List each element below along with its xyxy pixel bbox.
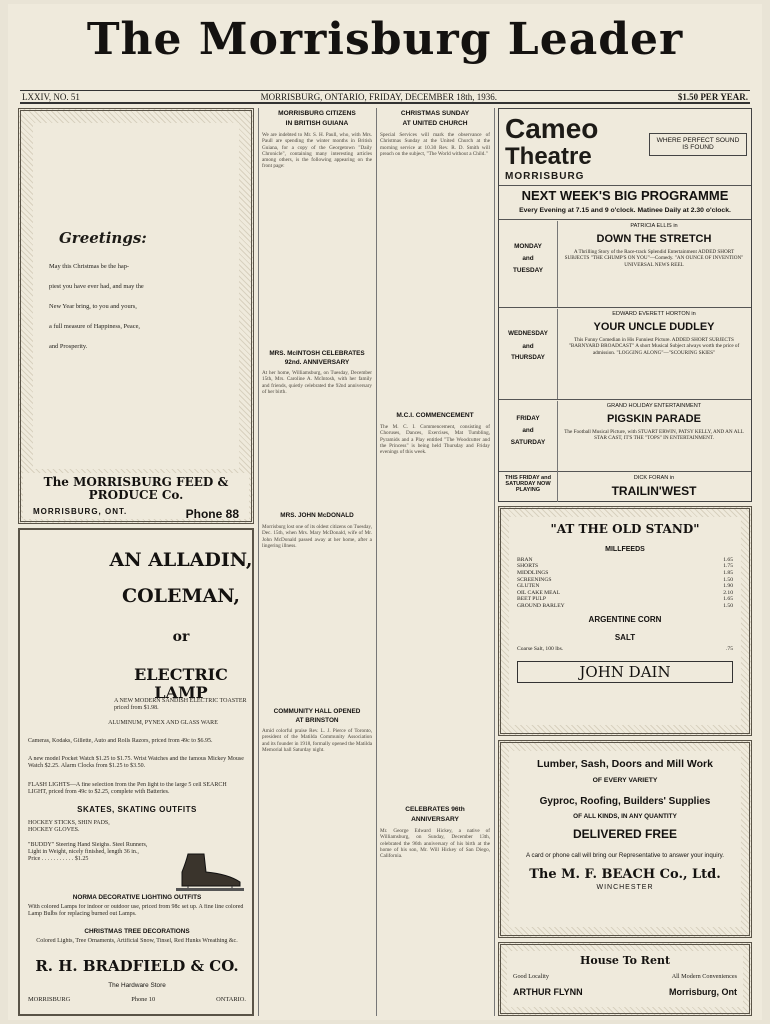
now-playing-label: THIS FRIDAY and SATURDAY NOW PLAYING	[504, 475, 551, 494]
community-article: Amid colorful praise Rev. L. J. Pierce of Toronto, president of the Matilda Community Association and its founder in 1918, formally opened the Matilda Memorial hall Saturday night.	[262, 728, 372, 753]
cameo-name: Cameo	[505, 113, 599, 144]
skate-illustration	[170, 850, 248, 896]
beach-town: WINCHESTER	[596, 884, 654, 892]
salt-row: Coarse Salt, 100 lbs. .75	[517, 646, 733, 653]
millfeeds-heading: MILLFEEDS	[605, 546, 645, 554]
theatre-name: Theatre	[505, 143, 592, 170]
mcintosh-article: At her home, Williamsburg, on Tuesday, December 15th, Mrs. Caroline A. McIntosh, with her family and friends, quietly celebrated the 92nd anniversary of her birth.	[262, 370, 372, 395]
bradfield-province: ONTARIO.	[216, 996, 246, 1003]
modern-conveniences: All Modern Conveniences	[671, 973, 737, 981]
celebrates-article: Mr. George Edward Hickey, a native of Williamsburg, on Sunday, December 13th, celebrated the 96th anniversary of his birth at the home of his son, Mr. Will Hickey of San Diego, California.	[380, 828, 490, 860]
feed-price-list	[517, 557, 733, 610]
showtimes: Every Evening at 7.15 and 9 o'clock. Matinee Daily at 2.30 o'clock.	[519, 207, 731, 214]
now-title: TRAILIN'WEST	[611, 484, 697, 498]
price-row: GROUND BARLEY 1.50	[517, 603, 733, 610]
perfect-sound: WHERE PERFECT SOUND IS FOUND	[649, 133, 747, 156]
feed-town: MORRISBURG, ONT.	[33, 507, 128, 517]
mcdonald-head: MRS. JOHN McDONALD	[280, 512, 354, 519]
house-rent-ad	[498, 942, 752, 1016]
cameo-town: MORRISBURG	[505, 171, 585, 182]
bradfield-sub: The Hardware Store	[108, 982, 166, 989]
feed-phone: Phone 88	[185, 507, 239, 522]
beach-lumber-ad	[498, 740, 752, 938]
watch-text: A new model Pocket Watch $1.25 to $1.75. Wrist Watches and the famous Mickey Mouse Watch $2.25. Alarm Clocks from $1.25 to $3.50.	[28, 756, 244, 769]
outfits-text: With colored Lamps for indoor or outdoor use, priced from 98c set up. A fine line colored Lamp Bulbs for replacing burned out Lamps.	[28, 904, 244, 917]
price-row: OIL CAKE MEAL 2.10	[517, 589, 733, 596]
lumber-heading: Lumber, Sash, Doors and Mill Work	[536, 758, 713, 770]
christmas-head2: AT UNITED CHURCH	[402, 120, 468, 127]
guiana-article: We are indebted to Mr. S. H. Paull, who, with Mrs. Paull are spending the winter months in British Guiana, for a copy of the Georgetown "Daily Chronicle", containing many interesting articles among others, is the following appearing on the front page:	[262, 132, 372, 170]
lamp-headline-4: ELECTRIC LAMP	[134, 665, 228, 702]
bradfield-phone: Phone 10	[131, 996, 156, 1003]
colored-text: Colored Lights, Tree Ornaments, Artificial Snow, Tinsel, Red Hunks Wreathing &c.	[36, 938, 238, 944]
delivered-free: DELIVERED FREE	[572, 827, 677, 842]
subscription-price: $1.50 PER YEAR.	[677, 91, 748, 102]
lamp-headline-1: AN ALLADIN,	[109, 549, 253, 571]
lamp-headline-2: COLEMAN,	[121, 585, 241, 607]
hockey-text: HOCKEY STICKS, SHIN PADS, HOCKEY GLOVES.	[28, 820, 110, 833]
cameras-text: Cameras, Kodaks, Gillette, Auto and Rolls Razors, priced from 49c to $6.95.	[28, 738, 213, 744]
community-head1: COMMUNITY HALL OPENED	[273, 708, 361, 715]
greeting-heading: Greetings:	[59, 229, 147, 247]
beach-company: The M. F. BEACH Co., Ltd.	[529, 867, 721, 883]
now-star: DICK FORAN in	[633, 475, 675, 481]
feed-produce-ad	[18, 108, 254, 524]
skates-heading: SKATES, SKATING OUTFITS	[77, 805, 197, 814]
salt-heading: SALT	[614, 633, 636, 643]
newspaper-page	[8, 4, 762, 1020]
mcintosh-head1: MRS. McINTOSH CELEBRATES	[269, 350, 365, 357]
toaster-text: A NEW MODERN SANDISH ELECTRIC TOASTER priced from $1.98.	[114, 698, 247, 711]
flashlight-text: FLASH LIGHTS—A fine selection from the Pen light to the large 5 cell SEARCH LIGHT, priced from 49c to $2.25, complete with Batteries.	[28, 782, 227, 795]
bradfield-company: R. H. BRADFIELD & CO.	[35, 957, 239, 975]
every-variety: OF EVERY VARIETY	[592, 776, 658, 784]
xmas-heading: CHRISTMAS TREE DECORATIONS	[84, 928, 190, 935]
gyproc-heading: Gyproc, Roofing, Builders' Supplies	[539, 796, 711, 808]
celebrates-head2: ANNIVERSARY	[411, 816, 459, 823]
sleigh-text: "BUDDY" Steering Hand Sleighs. Steel Runners, Light in Weight, nicely finished, length 36 in., Price . . . . . . . . . . . $1.25	[28, 842, 148, 862]
good-locality: Good Locality	[513, 973, 549, 981]
argentine-heading: ARGENTINE CORN	[588, 614, 662, 624]
program-friday: FRIDAY and SATURDAY GRAND HOLIDAY ENTERTAINMENT PIGSKIN PARADE The Football Musical Picture, with STUART ERWIN, PATSY KELLY, AND AN ALL STAR CAST, IT'S THE "TOPS" IN ENTERTAINMENT.	[499, 401, 751, 471]
greeting-body: May this Christmas be the hap- piest you have ever had, and may the New Year bring, to you and yours, a full measure of Happiness, Peace, and Prosperity.	[49, 263, 144, 350]
program-heading: NEXT WEEK'S BIG PROGRAMME	[521, 188, 729, 203]
mci-article: The M. C. I. Commencement, consisting of Choruses, Dances, Exercises, Mat Tumbling, Pyramids and a Play entitled "The Woodcutter and the Princess" is being held Thursday and Friday evenings of this week.	[380, 424, 490, 456]
price-row: BEET PULP 1.65	[517, 596, 733, 603]
guiana-head2: IN BRITISH GUIANA	[285, 120, 349, 127]
masthead-title: The Morrisburg Leader	[86, 14, 684, 65]
all-kinds: OF ALL KINDS, IN ANY QUANTITY	[573, 813, 677, 821]
price-row: MIDDLINGS 1.85	[517, 570, 733, 577]
beach-card-text: A card or phone call will bring our Representative to answer your inquiry.	[526, 852, 724, 860]
bradfield-town: MORRISBURG	[28, 996, 71, 1003]
old-stand-title: "AT THE OLD STAND"	[550, 522, 700, 536]
john-dain-name: JOHN DAIN	[517, 661, 733, 684]
community-head2: AT BRINSTON	[295, 717, 339, 724]
guiana-head1: MORRISBURG CITIZENS	[278, 110, 356, 117]
feed-company-name: The MORRISBURG FEED & PRODUCE Co.	[43, 475, 229, 503]
price-row: GLUTEN 1.90	[517, 583, 733, 590]
christmas-article: Special Services will mark the observance of Christmas Sunday at the United Church at the morning service at 10.30 Rev. R. D. Smith will preach on the subject, "The World without a Child."	[380, 132, 490, 157]
mci-head: M.C.I. COMMENCEMENT	[396, 412, 474, 419]
celebrates-head1: CELEBRATES 96th	[405, 806, 465, 813]
decorative-heading: NORMA DECORATIVE LIGHTING OUTFITS	[72, 894, 202, 901]
cameo-theatre-ad	[498, 108, 752, 502]
old-stand-ad	[498, 506, 752, 736]
place-date: MORRISBURG, ONTARIO, FRIDAY, DECEMBER 18th, 1936.	[260, 91, 497, 102]
dateline-bar	[20, 90, 750, 104]
volume-number: LXXIV, NO. 51	[22, 91, 80, 102]
mcintosh-head2: 92nd. ANNIVERSARY	[284, 359, 350, 366]
christmas-head1: CHRISTMAS SUNDAY	[400, 110, 470, 117]
flynn-town: Morrisburg, Ont	[669, 987, 737, 998]
price-row: SCREENINGS 1.50	[517, 576, 733, 583]
price-row: BRAN 1.65	[517, 556, 733, 563]
program-wednesday: WEDNESDAY and THURSDAY EDWARD EVERETT HORTON in YOUR UNCLE DUDLEY This Funny Comedian in His Funniest Picture. ADDED SHORT SUBJECTS "BARNYARD BROADCAST" A short Musical Subject always worth the price of admission. "LOGGING ALONG"—"SCOURING SKIES"	[499, 309, 751, 399]
house-rent-heading: House To Rent	[579, 954, 671, 967]
ware-text: ALUMINUM, PYNEX AND GLASS WARE	[108, 720, 218, 726]
program-monday: MONDAY and TUESDAY PATRICIA ELLIS in DOWN THE STRETCH A Thrilling Story of the Race-track Splendid Entertainment ADDED SHORT SUBJECTS "THE CHUMP'S ON YOU"—Comedy. "AN OUNCE OF INVENTION" UNIVERSAL NEWS REEL	[499, 221, 751, 307]
bradfield-hardware-ad	[18, 528, 254, 1016]
flynn-name: ARTHUR FLYNN	[513, 987, 583, 998]
mcdonald-article: Morrisburg lost one of its oldest citizens on Tuesday, Dec. 15th, when Mrs. Mary McDonald, wife of Mr. John McDonald passed away at her home, after a lingering illness.	[262, 524, 372, 549]
price-row: SHORTS 1.75	[517, 563, 733, 570]
lamp-headline-3: or	[172, 629, 190, 645]
